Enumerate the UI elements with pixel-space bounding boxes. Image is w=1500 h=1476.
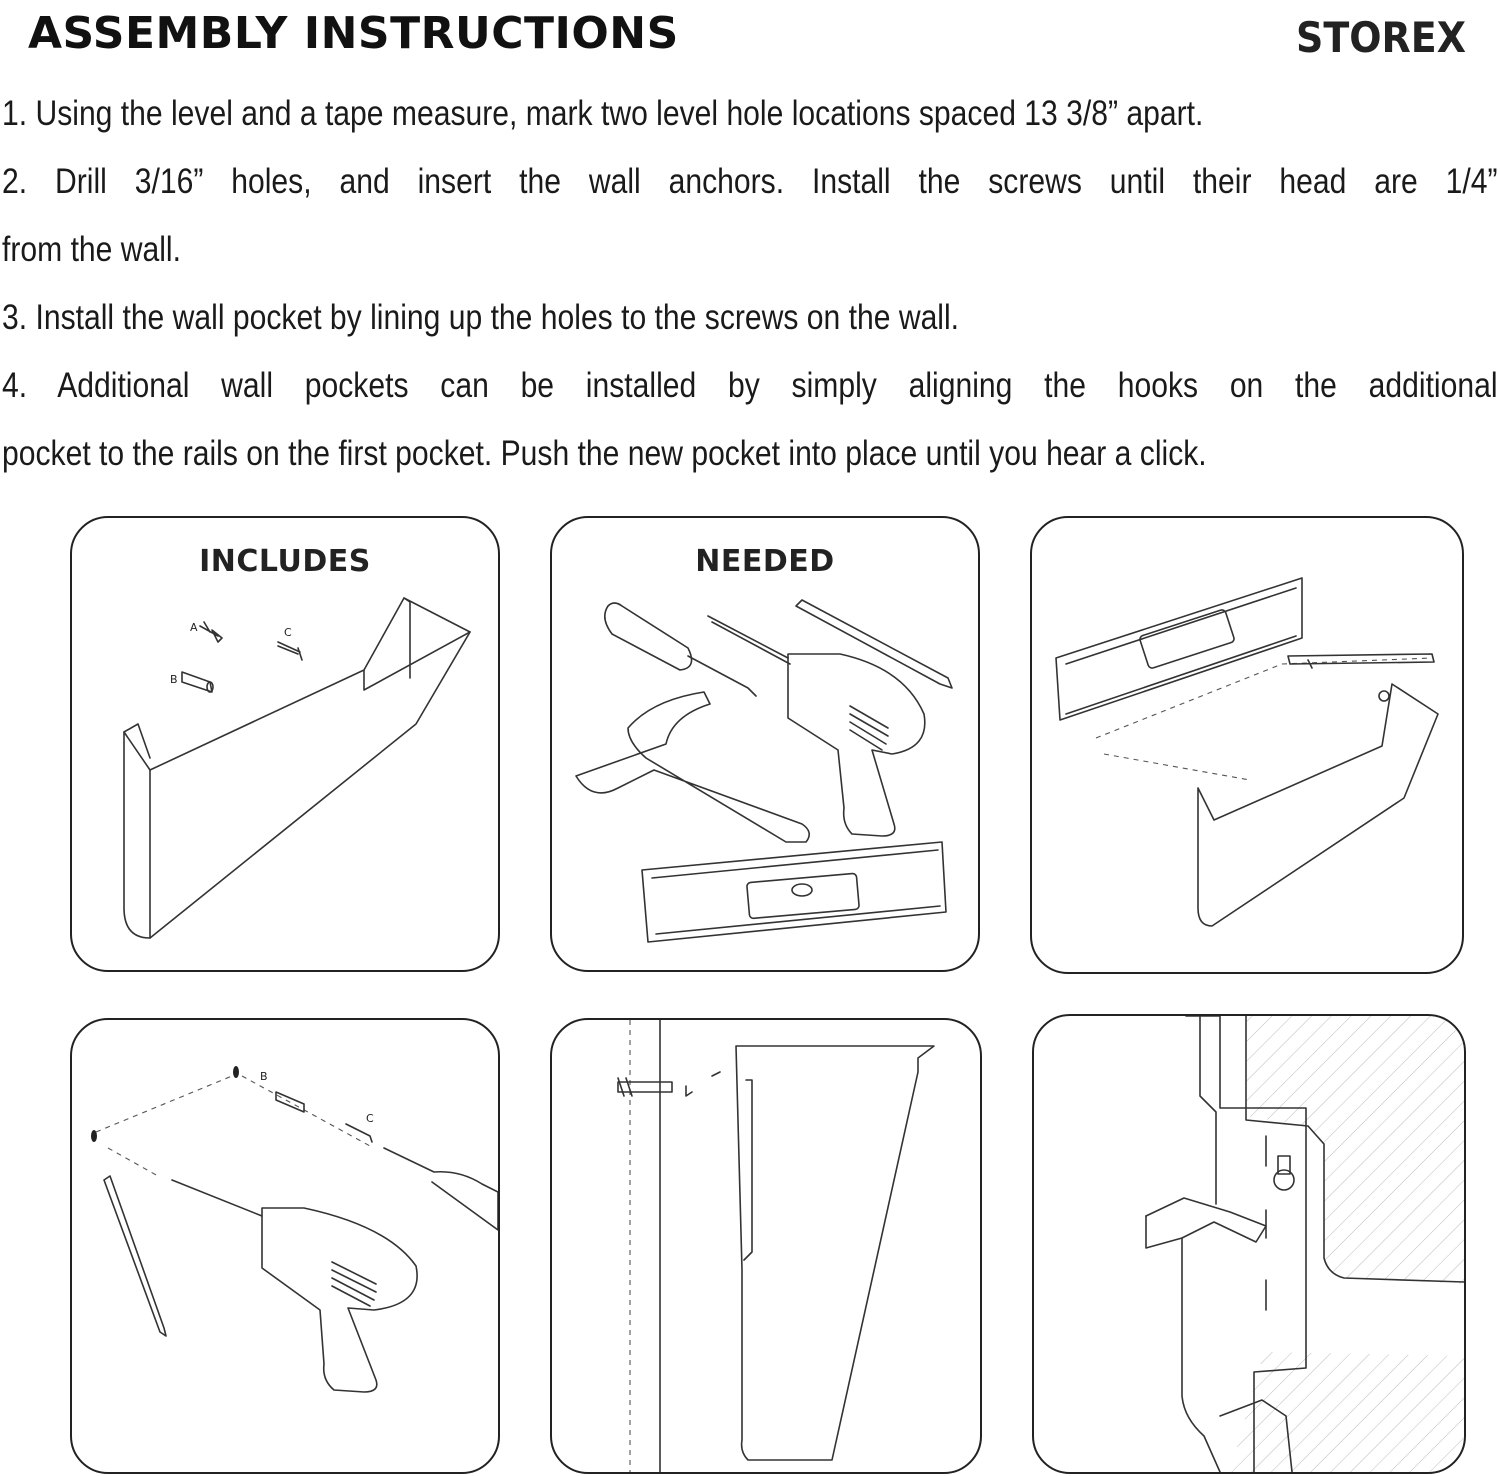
storex-logo	[1296, 14, 1468, 58]
wall-pocket-side-icon	[736, 1046, 934, 1460]
level-on-wall-icon	[1056, 578, 1302, 720]
part-a-label: A	[190, 621, 198, 634]
drill-holes-illustration	[72, 1020, 498, 1472]
hole-mark-icon	[233, 1066, 239, 1078]
install-pocket-illustration	[552, 1020, 980, 1472]
brand-wordmark: STOREX	[1296, 14, 1466, 58]
step-2-line-1: 2. Drill 3/16” holes, and insert the wall anchors. Install the screws until their head are 1/4”	[2, 162, 1498, 201]
includes-label: INCLUDES	[199, 544, 371, 579]
pencil-icon	[796, 600, 952, 688]
step-4-line-1: 4. Additional wall pockets can be installed by simply aligning the hooks on the additional	[2, 366, 1498, 405]
part-b-label: B	[170, 673, 178, 686]
needed-label: NEEDED	[695, 544, 835, 579]
screw-a-icon	[200, 622, 222, 642]
step-2-line-2: from the wall.	[2, 230, 181, 269]
screwdriver-icon	[384, 1148, 498, 1230]
install-pocket-panel	[550, 1018, 982, 1474]
drill-holes-panel	[70, 1018, 500, 1474]
floor-hatch	[1230, 1352, 1464, 1472]
mark-holes-illustration	[1032, 518, 1462, 972]
page-title: ASSEMBLY INSTRUCTIONS	[28, 8, 679, 59]
drill-icon	[788, 654, 925, 836]
anchor-b-icon	[182, 672, 213, 692]
level-tool-icon	[642, 842, 946, 942]
stack-pockets-panel	[1032, 1014, 1466, 1474]
step-1: 1. Using the level and a tape measure, mark two level hole locations spaced 13 3/8” apart.	[2, 94, 1204, 133]
wall-pocket-icon	[124, 598, 470, 938]
keyhole-slot-icon	[1274, 1156, 1294, 1190]
drill-icon	[172, 1180, 417, 1392]
hammer-icon	[576, 692, 809, 842]
stack-pockets-illustration	[1034, 1016, 1464, 1472]
pencil-icon	[104, 1176, 166, 1336]
includes-illustration	[72, 518, 498, 970]
wall-anchor-icon	[618, 1078, 672, 1096]
screw-icon	[346, 1124, 372, 1142]
wall-pocket-hanging-icon	[1198, 684, 1438, 926]
step-3: 3. Install the wall pocket by lining up the holes to the screws on the wall.	[2, 298, 960, 337]
drill-bit-icon	[708, 616, 790, 664]
part-c-label: C	[284, 626, 292, 639]
part-c-label: C	[366, 1112, 374, 1125]
mark-holes-panel	[1030, 516, 1464, 974]
screw-c-icon	[278, 642, 302, 660]
part-b-label: B	[260, 1070, 268, 1083]
insert-arrow-icon	[686, 1086, 692, 1096]
step-4-line-2: pocket to the rails on the first pocket. Push the new pocket into place until you hear a click.	[2, 434, 1207, 473]
wall-hatch	[1246, 1016, 1464, 1284]
includes-panel	[70, 516, 500, 972]
insert-arrow-icon	[712, 1072, 720, 1076]
needed-panel	[550, 516, 980, 972]
needed-illustration	[552, 518, 978, 970]
screwdriver-icon	[605, 603, 756, 696]
